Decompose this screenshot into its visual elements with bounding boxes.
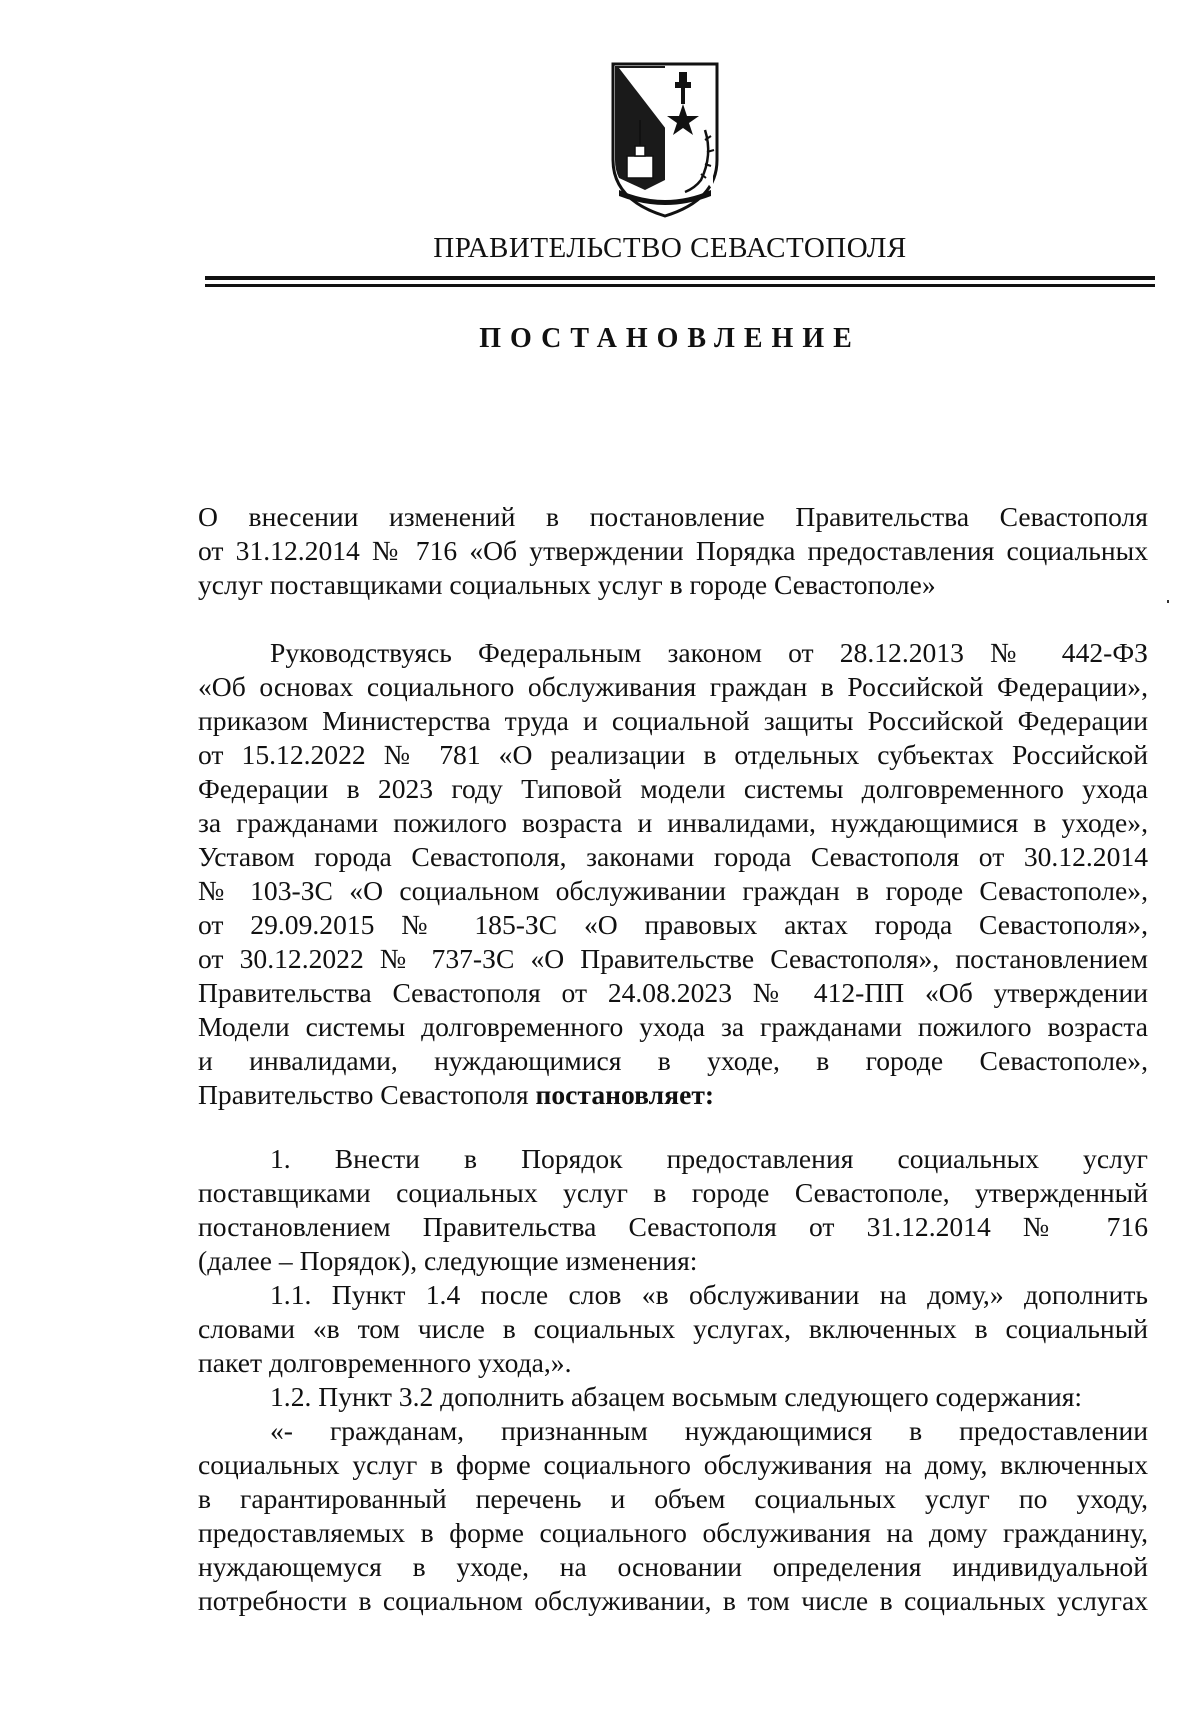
title-line: услуг поставщиками социальных услуг в городе Севастополе» xyxy=(198,569,936,600)
preamble-line: № 103-ЗС «О социальном обслуживании граждан в городе Севастополе», xyxy=(198,875,1148,906)
body-line: предоставляемых в форме социального обслуживания на дому гражданину, xyxy=(198,1517,1148,1548)
title-line: от 31.12.2014 № 716 «Об утверждении Порядка предоставления социальных xyxy=(198,535,1148,566)
body-line: 1.2. Пункт 3.2 дополнить абзацем восьмым следующего содержания: xyxy=(270,1381,1083,1412)
preamble-line: «Об основах социального обслуживания граждан в Российской Федерации», xyxy=(198,671,1148,702)
body-line: в гарантированный перечень и объем социальных услуг по уходу, xyxy=(198,1483,1148,1514)
preamble-line: и инвалидами, нуждающимися в уходе, в городе Севастополе», xyxy=(198,1045,1148,1076)
title-line: О внесении изменений в постановление Правительства Севастополя xyxy=(198,501,1148,532)
preamble-final-text: Правительство Севастополя xyxy=(198,1079,536,1110)
body-line: «- гражданам, признанным нуждающимися в предоставлении xyxy=(270,1415,1148,1446)
body-line: словами «в том числе в социальных услугах, включенных в социальный xyxy=(198,1313,1148,1344)
header-rule-thin xyxy=(205,284,1155,287)
preamble-line: от 15.12.2022 № 781 «О реализации в отдельных субъектах Российской xyxy=(198,739,1148,770)
scan-speck xyxy=(1167,600,1169,603)
preamble-line: от 30.12.2022 № 737-ЗС «О Правительстве Севастополя», постановлением xyxy=(198,943,1148,974)
body-line: пакет долговременного ухода,». xyxy=(198,1347,572,1378)
document-type: ПОСТАНОВЛЕНИЕ xyxy=(479,323,861,354)
preamble-line: Уставом города Севастополя, законами города Севастополя от 30.12.2014 xyxy=(198,841,1148,872)
preamble-line: за гражданами пожилого возраста и инвалидами, нуждающимися в уходе», xyxy=(198,807,1148,838)
body-line: поставщиками социальных услуг в городе Севастополе, утвержденный xyxy=(198,1177,1148,1208)
preamble-line: приказом Министерства труда и социальной защиты Российской Федерации xyxy=(198,705,1148,736)
body-line: 1. Внести в Порядок предоставления социальных услуг xyxy=(270,1143,1148,1174)
header-rule-thick xyxy=(205,276,1155,280)
body-line: нуждающемуся в уходе, на основании определения индивидуальной xyxy=(198,1551,1148,1582)
body-line: социальных услуг в форме социального обслуживания на дому, включенных xyxy=(198,1449,1148,1480)
preamble-final-line xyxy=(198,1078,1148,1112)
resolves-word: постановляет: xyxy=(535,1079,715,1110)
preamble-line: Правительства Севастополя от 24.08.2023 № 412-ПП «Об утверждении xyxy=(198,977,1148,1008)
preamble-line: Федерации в 2023 году Типовой модели системы долговременного ухода xyxy=(198,773,1148,804)
sevastopol-coat-of-arms-icon xyxy=(605,60,725,220)
body-line: 1.1. Пункт 1.4 после слов «в обслуживании на дому,» дополнить xyxy=(270,1279,1148,1310)
preamble-line: Руководствуясь Федеральным законом от 28.12.2013 № 442-ФЗ xyxy=(270,637,1148,668)
body-line: (далее – Порядок), следующие изменения: xyxy=(198,1245,698,1276)
body-line: потребности в социальном обслуживании, в том числе в социальных услугах xyxy=(198,1585,1148,1616)
preamble-line: Модели системы долговременного ухода за гражданами пожилого возраста xyxy=(198,1011,1148,1042)
preamble-line: от 29.09.2015 № 185-ЗС «О правовых актах города Севастополя», xyxy=(198,909,1148,940)
body-line: постановлением Правительства Севастополя от 31.12.2014 № 716 xyxy=(198,1211,1148,1242)
government-title: ПРАВИТЕЛЬСТВО СЕВАСТОПОЛЯ xyxy=(433,232,907,264)
